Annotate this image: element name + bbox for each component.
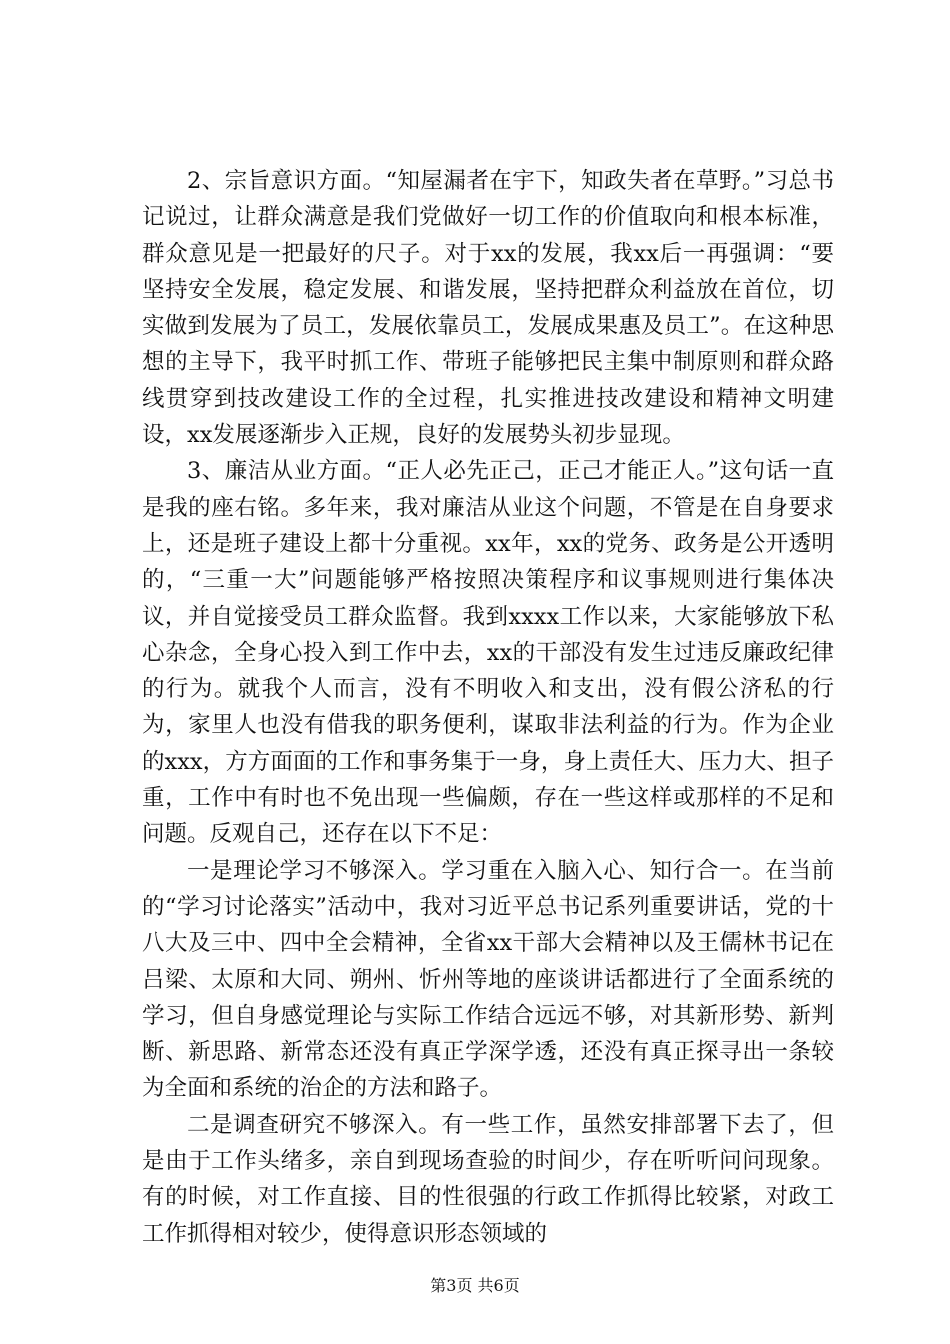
document-body — [142, 163, 834, 1252]
page-footer: 第3页 共6页 — [430, 1276, 520, 1295]
paragraph-purpose-awareness: 2、宗旨意识方面。“知屋漏者在宇下，知政失者在草野。”习总书记说过，让群众满意是我们党做好一切工作的价值取向和根本标准，群众意见是一把最好的尺子。对于xx的发展，我xx后一再强调：“要坚持安全发展，稳定发展、和谐发展，坚持把群众利益放在首位，切实做到发展为了员工，发展依靠员工，发展成果惠及员工”。在这种思想的主导下，我平时抓工作、带班子能够把民主集中制原则和群众路线贯穿到技改建设工作的全过程，扎实推进技改建设和精神文明建设，xx发展逐渐步入正规，良好的发展势头初步显现。 — [142, 168, 834, 449]
paragraph-theory-study: 一是理论学习不够深入。学习重在入脑入心、知行合一。在当前的“学习讨论落实”活动中，我对习近平总书记系列重要讲话，党的十八大及三中、四中全会精神，全省xx干部大会精神以及王儒林书记在吕梁、太原和大同、朔州、忻州等地的座谈讲话都进行了全面系统的学习，但自身感觉理论与实际工作结合远远不够，对其新形势、新判断、新思路、新常态还没有真正学深学透，还没有真正探寻出一条较为全面和系统的治企的方法和路子。 — [142, 857, 834, 1102]
paragraph-integrity: 3、廉洁从业方面。“正人必先正己，正己才能正人。”这句话一直是我的座右铭。多年来，我对廉洁从业这个问题，不管是在自身要求上，还是班子建设上都十分重视。xx年，xx的党务、政务是公开透明的，“三重一大”问题能够严格按照决策程序和议事规则进行集体决议，并自觉接受员工群众监督。我到xxxx工作以来，大家能够放下私心杂念，全身心投入到工作中去，xx的干部没有发生过违反廉政纪律的行为。就我个人而言，没有不明收入和支出，没有假公济私的行为，家里人也没有借我的职务便利，谋取非法利益的行为。作为企业的xxx，方方面面的工作和事务集于一身，身上责任大、压力大、担子重，工作中有时也不免出现一些偏颇，存在一些这样或那样的不足和问题。反观自己，还存在以下不足： — [142, 458, 834, 848]
paragraph-investigation: 二是调查研究不够深入。有一些工作，虽然安排部署下去了，但是由于工作头绪多，亲自到现场查验的时间少，存在听听问问现象。有的时候，对工作直接、目的性很强的行政工作抓得比较紧，对政工工作抓得相对较少，使得意识形态领域的 — [142, 1111, 834, 1247]
